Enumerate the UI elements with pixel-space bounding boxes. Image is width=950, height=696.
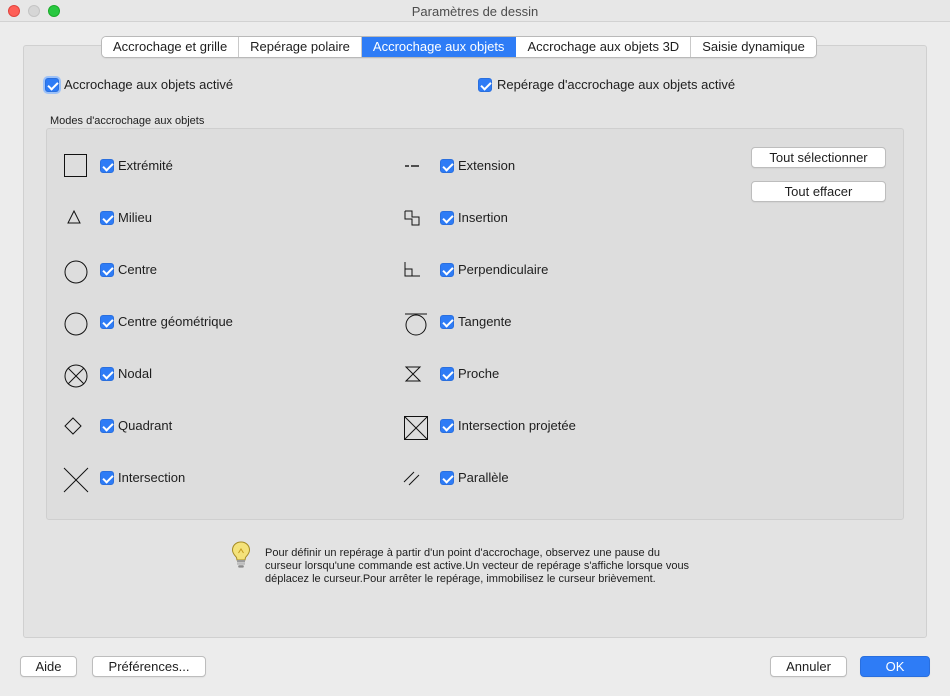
osnap-on-label: Accrochage aux objets activé: [64, 77, 234, 92]
cancel-button[interactable]: Annuler: [770, 656, 847, 677]
quadrant-icon: [60, 413, 86, 439]
window-title: Paramètres de dessin: [411, 4, 539, 19]
tab-3d-object-snap[interactable]: Accrochage aux objets 3D: [516, 37, 691, 57]
tab-polar-tracking[interactable]: Repérage polaire: [239, 37, 362, 57]
tracking-hint-text: Pour définir un repérage à partir d'un point d'accrochage, observez une pause du curseur lorsqu'une commande est active.Un vecteur de repérage s'affiche lorsque vous déplacez le curseur.Pour arrêter le repérage, immobilisez le curseur brièvement.: [265, 547, 690, 585]
ok-button[interactable]: OK: [860, 656, 930, 677]
quadrant-label: Quadrant: [118, 418, 173, 433]
insertion-checkbox[interactable]: [440, 211, 454, 225]
otrack-on-checkbox[interactable]: [478, 78, 492, 92]
tab-bar: [101, 36, 817, 58]
node-icon: [63, 363, 89, 389]
insertion-label: Insertion: [458, 210, 508, 225]
center-label: Centre: [118, 262, 158, 277]
otrack-on-option[interactable]: [478, 77, 735, 92]
osnap-on-option[interactable]: [45, 77, 233, 92]
quadrant-checkbox[interactable]: [100, 419, 114, 433]
tab-snap-grid[interactable]: Accrochage et grille: [102, 37, 239, 57]
center-icon: [63, 259, 89, 285]
snap-modes-title: Modes d'accrochage aux objets: [50, 115, 205, 127]
tab-dynamic-input[interactable]: Saisie dynamique: [691, 37, 816, 57]
endpoint-checkbox[interactable]: [100, 159, 114, 173]
intersection-label: Intersection: [118, 470, 186, 485]
node-checkbox[interactable]: [100, 367, 114, 381]
tangent-checkbox[interactable]: [440, 315, 454, 329]
title-bar: [0, 0, 950, 22]
parallel-label: Parallèle: [458, 470, 509, 485]
extension-icon: [399, 153, 425, 179]
otrack-on-label: Repérage d'accrochage aux objets activé: [497, 77, 736, 92]
intersection-checkbox[interactable]: [100, 471, 114, 485]
extension-label: Extension: [458, 158, 516, 173]
endpoint-icon: [63, 153, 89, 179]
nearest-icon: [400, 361, 426, 387]
tangent-label: Tangente: [458, 314, 512, 329]
perpendicular-checkbox[interactable]: [440, 263, 454, 277]
preferences-button[interactable]: Préférences...: [92, 656, 206, 677]
select-all-button[interactable]: Tout sélectionner: [751, 147, 886, 168]
intersection-icon: [63, 467, 89, 493]
tangent-icon: [403, 311, 429, 337]
parallel-checkbox[interactable]: [440, 471, 454, 485]
perpendicular-label: Perpendiculaire: [458, 262, 549, 277]
endpoint-label: Extrémité: [118, 158, 173, 173]
geometric-center-icon: [63, 311, 89, 337]
insertion-icon: [399, 205, 425, 231]
center-checkbox[interactable]: [100, 263, 114, 277]
apparent-intersection-checkbox[interactable]: [440, 419, 454, 433]
help-button[interactable]: Aide: [20, 656, 77, 677]
extension-checkbox[interactable]: [440, 159, 454, 173]
nearest-checkbox[interactable]: [440, 367, 454, 381]
midpoint-icon: [61, 205, 87, 231]
parallel-icon: [399, 465, 425, 491]
apparent-intersection-icon: [403, 415, 429, 441]
tab-object-snap[interactable]: Accrochage aux objets: [362, 37, 517, 57]
clear-all-button[interactable]: Tout effacer: [751, 181, 886, 202]
nearest-label: Proche: [458, 366, 500, 381]
lightbulb-icon: [230, 540, 252, 573]
midpoint-label: Milieu: [118, 210, 152, 225]
node-label: Nodal: [118, 366, 152, 381]
geometric-center-checkbox[interactable]: [100, 315, 114, 329]
geometric-center-label: Centre géométrique: [118, 314, 233, 329]
midpoint-checkbox[interactable]: [100, 211, 114, 225]
osnap-on-checkbox[interactable]: [45, 78, 59, 92]
apparent-intersection-label: Intersection projetée: [458, 418, 576, 433]
perpendicular-icon: [399, 257, 425, 283]
